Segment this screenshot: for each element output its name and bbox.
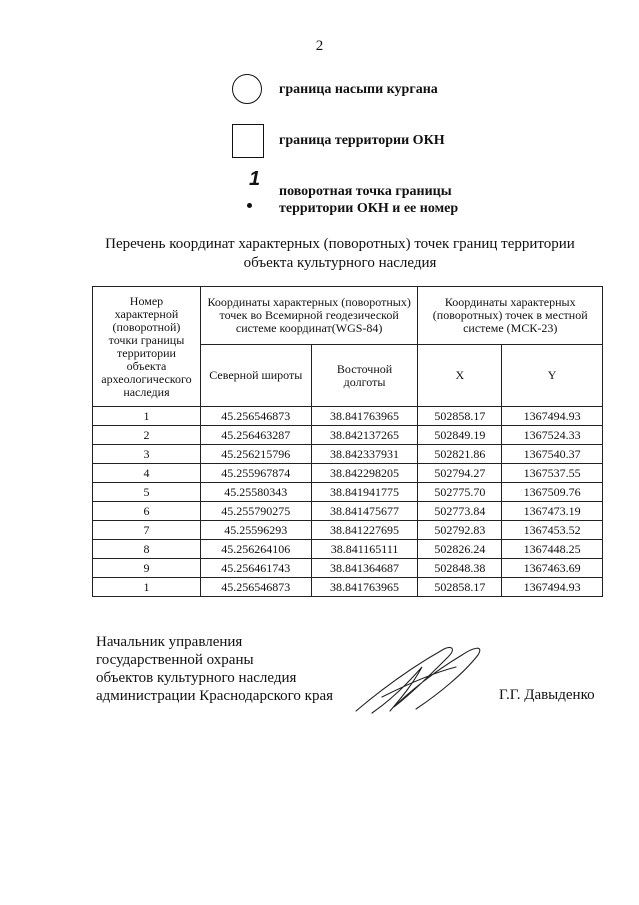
signature-title-block [96, 633, 333, 705]
y-cell: 1367524.33 [502, 426, 603, 445]
latitude-cell: 45.25596293 [200, 521, 311, 540]
y-cell: 1367494.93 [502, 578, 603, 597]
longitude-cell: 38.841165111 [311, 540, 418, 559]
point-number-cell: 9 [93, 559, 201, 578]
wgs84-header: Координаты характерных (поворотных) точек во Всемирной геодезической системе координат(WGS-84) [200, 287, 418, 345]
turning-point-label-line1: поворотная точка границы [279, 184, 452, 199]
signature-title-line1: Начальник управления [96, 634, 243, 650]
x-cell: 502792.83 [418, 521, 502, 540]
turning-point-dot-icon [247, 203, 252, 208]
point-number-cell: 8 [93, 540, 201, 559]
latitude-cell: 45.256215796 [200, 445, 311, 464]
y-cell: 1367540.37 [502, 445, 603, 464]
longitude-cell: 38.842137265 [311, 426, 418, 445]
x-header: X [418, 345, 502, 407]
x-cell: 502858.17 [418, 578, 502, 597]
point-number-cell: 1 [93, 407, 201, 426]
latitude-header: Северной широты [200, 345, 311, 407]
longitude-cell: 38.841763965 [311, 407, 418, 426]
territory-boundary-square-icon [232, 124, 264, 158]
table-row [93, 445, 603, 464]
point-number-cell: 3 [93, 445, 201, 464]
table-row [93, 407, 603, 426]
point-number-cell: 2 [93, 426, 201, 445]
point-number-cell: 5 [93, 483, 201, 502]
table-row [93, 521, 603, 540]
longitude-cell: 38.841941775 [311, 483, 418, 502]
latitude-cell: 45.256264106 [200, 540, 311, 559]
latitude-cell: 45.256461743 [200, 559, 311, 578]
latitude-cell: 45.256463287 [200, 426, 311, 445]
point-number-cell: 1 [93, 578, 201, 597]
signature-title-line4: администрации Краснодарского края [96, 688, 334, 704]
table-row [93, 559, 603, 578]
y-cell: 1367509.76 [502, 483, 603, 502]
point-number-header: Номер характерной (поворотной) точки границы территории объекта археологического наследия [93, 287, 201, 407]
y-cell: 1367463.69 [502, 559, 603, 578]
title-line-2: объекта культурного наследия [243, 255, 437, 271]
latitude-cell: 45.25580343 [200, 483, 311, 502]
longitude-cell: 38.841227695 [311, 521, 418, 540]
latitude-cell: 45.256546873 [200, 578, 311, 597]
x-cell: 502858.17 [418, 407, 502, 426]
y-cell: 1367453.52 [502, 521, 603, 540]
longitude-cell: 38.842298205 [311, 464, 418, 483]
title-line-1: Перечень координат характерных (поворотных) точек границ территории [105, 236, 575, 252]
handwritten-signature [352, 637, 502, 717]
x-cell: 502775.70 [418, 483, 502, 502]
x-cell: 502773.84 [418, 502, 502, 521]
signature-title-line3: объектов культурного наследия [96, 670, 297, 686]
table-row [93, 578, 603, 597]
x-cell: 502821.86 [418, 445, 502, 464]
longitude-cell: 38.842337931 [311, 445, 418, 464]
table-row [93, 540, 603, 559]
y-cell: 1367473.19 [502, 502, 603, 521]
x-cell: 502826.24 [418, 540, 502, 559]
mound-boundary-circle-icon [232, 74, 262, 104]
y-cell: 1367448.25 [502, 540, 603, 559]
point-number-cell: 4 [93, 464, 201, 483]
x-cell: 502848.38 [418, 559, 502, 578]
page-number: 2 [315, 38, 324, 54]
x-cell: 502794.27 [418, 464, 502, 483]
x-cell: 502849.19 [418, 426, 502, 445]
signatory-name: Г.Г. Давыденко [499, 687, 595, 703]
table-row [93, 502, 603, 521]
longitude-header: Восточной долготы [311, 345, 418, 407]
longitude-cell: 38.841475677 [311, 502, 418, 521]
turning-point-label-line2: территории ОКН и ее номер [279, 201, 459, 216]
msk23-header: Координаты характерных (поворотных) точек в местной системе (МСК-23) [418, 287, 603, 345]
y-cell: 1367537.55 [502, 464, 603, 483]
coordinates-table [92, 286, 603, 597]
mound-boundary-label: граница насыпи кургана [279, 82, 438, 97]
longitude-cell: 38.841364687 [311, 559, 418, 578]
point-number-cell: 7 [93, 521, 201, 540]
y-header: Y [502, 345, 603, 407]
latitude-cell: 45.256546873 [200, 407, 311, 426]
y-cell: 1367494.93 [502, 407, 603, 426]
point-number-sample: 1 [249, 168, 261, 190]
latitude-cell: 45.255967874 [200, 464, 311, 483]
table-row [93, 483, 603, 502]
territory-boundary-label: граница территории ОКН [279, 133, 445, 148]
table-row [93, 464, 603, 483]
longitude-cell: 38.841763965 [311, 578, 418, 597]
signature-title-line2: государственной охраны [96, 652, 254, 668]
document-title [80, 235, 600, 273]
point-number-cell: 6 [93, 502, 201, 521]
latitude-cell: 45.255790275 [200, 502, 311, 521]
table-row [93, 426, 603, 445]
